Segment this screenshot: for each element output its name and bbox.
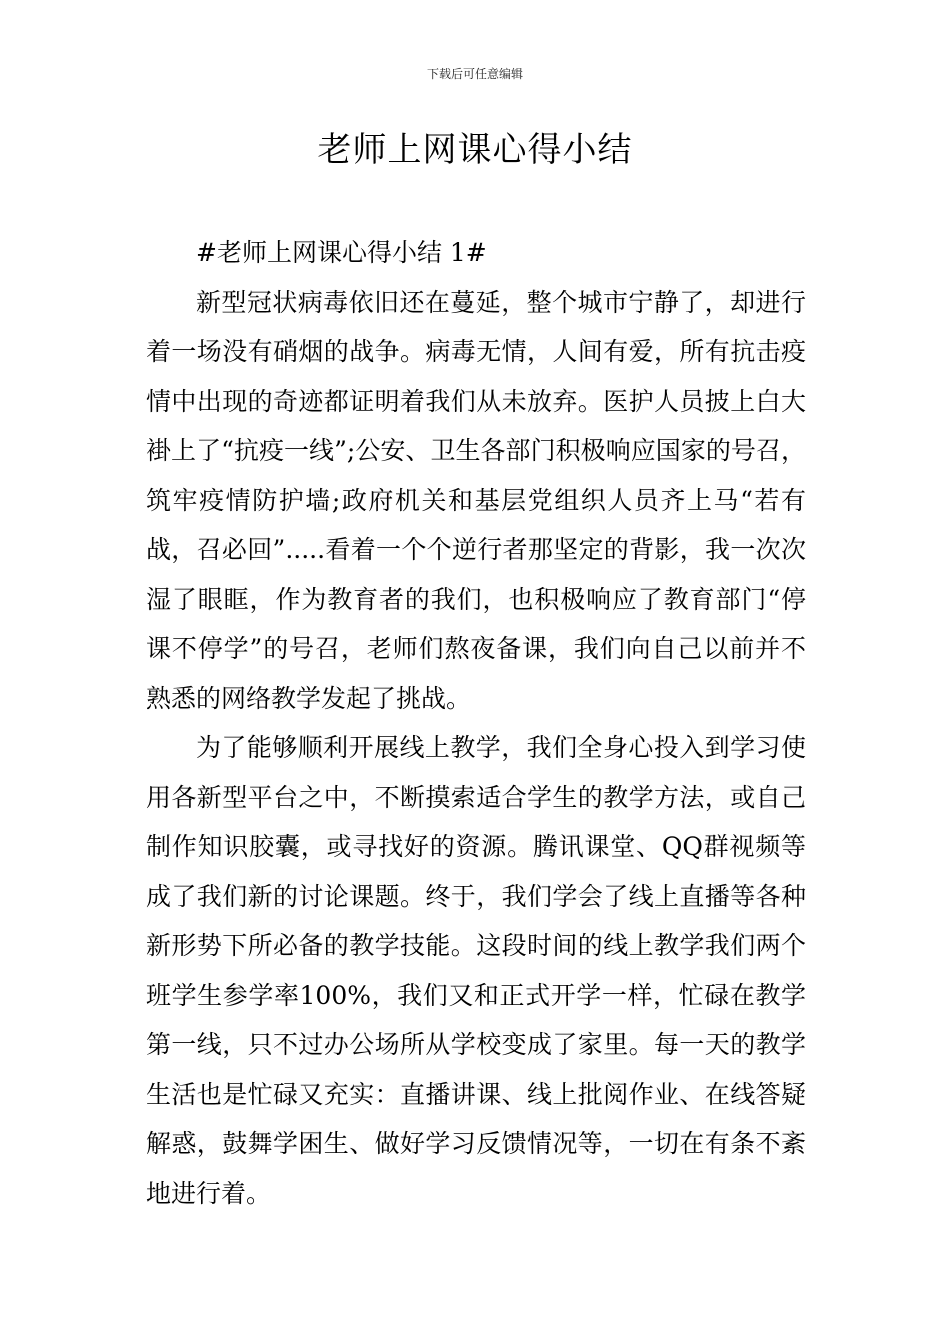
header-note: 下载后可任意编辑 <box>426 67 523 81</box>
document-body <box>146 228 806 1218</box>
body-paragraph: 新型冠状病毒依旧还在蔓延，整个城市宁静了，却进行着一场没有硝烟的战争。病毒无情，人间有爱，所有抗击疫情中出现的奇迹都证明着我们从未放弃。医护人员披上白大褂上了“抗疫一线”;公安、卫生各部门积极响应国家的号召，筑牢疫情防护墙;政府机关和基层党组织人员齐上马“若有战，召必回”.....看着一个个逆行者那坚定的背影，我一次次湿了眼眶，作为教育者的我们，也积极响应了教育部门“停课不停学”的号召，老师们熬夜备课，我们向自己以前并不熟悉的网络教学发起了挑战。 <box>146 287 806 713</box>
section-heading: #老师上网课心得小结 1# <box>196 238 487 267</box>
body-paragraph: 为了能够顺利开展线上教学，我们全身心投入到学习使用各新型平台之中，不断摸索适合学生的教学方法，或自己制作知识胶囊，或寻找好的资源。腾讯课堂、QQ群视频等成了我们新的讨论课题。终于，我们学会了线上直播等各种新形势下所必备的教学技能。这段时间的线上教学我们两个班学生参学率100%，我们又和正式开学一样，忙碌在教学第一线，只不过办公场所从学校变成了家里。每一天的教学生活也是忙碌又充实：直播讲课、线上批阅作业、在线答疑解惑，鼓舞学困生、做好学习反馈情况等，一切在有条不紊地进行着。 <box>146 733 806 1208</box>
document-title: 老师上网课心得小结 <box>317 130 633 170</box>
